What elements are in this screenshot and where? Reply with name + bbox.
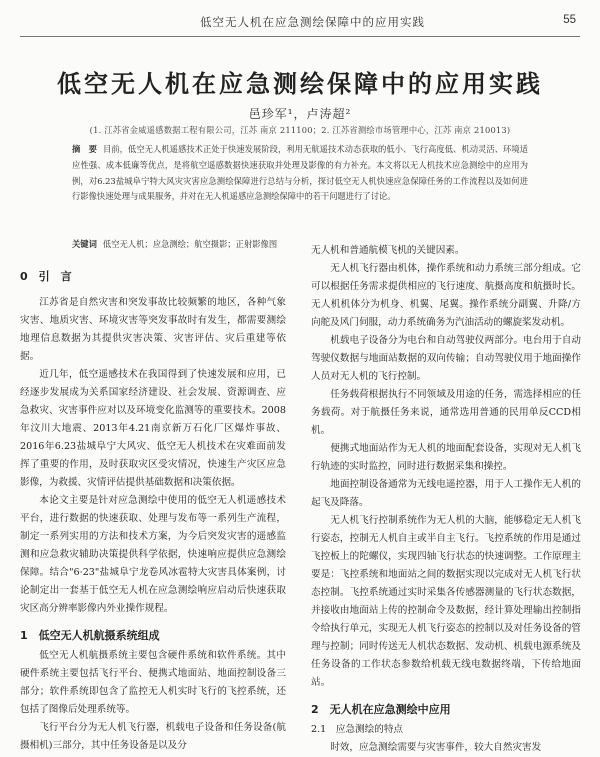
keywords-label: 关键词: [72, 239, 97, 249]
right-column: [311, 242, 581, 757]
header-rule: [20, 36, 580, 37]
paragraph: 地面控制设备通常为无线电遥控器，用于人工操作无人机的起飞及降落。: [311, 479, 581, 508]
paragraph: 机载电子设备分为电台和自动驾驶仪两部分。电台用于自动驾驶仪数据与地面站数据的双向传输；自动驾驶仪用于地面操作人员对无人机的飞行控制。: [311, 335, 581, 382]
paragraph: 江苏省是自然灾害和突发事故比较频繁的地区，各种气象灾害、地质灾害、环境灾害等突发事故时有发生，都需要测绘地理信息数据为其提供灾害决策、灾害评估、灾后重建等依据。: [20, 297, 286, 362]
section-heading: 1 低空无人机航摄系统组成: [20, 629, 160, 642]
paragraph: 近几年，低空遥感技术在我国得到了快速发展和应用，已经逐步发展成为关系国家经济建设、社会发展、资源调查、应急救灾、灾害事件应对以及环境变化监测等的重要技术。2008年汶川大地震、2013年4.21南京新万石化厂区爆炸事故、2016年6.23盐城阜宁大风灾、低空无人机技术在灾难面前发挥了重要的作用，及时获取灾区受灾情况，快速生产灾区应急影像，为救援、灾情评估提供基础数据和决策依据。: [20, 369, 286, 488]
subsection-heading: 2.1 应急测绘的特点: [311, 724, 404, 735]
abstract-label: 摘 要: [72, 144, 98, 154]
page-number: 55: [563, 14, 576, 26]
paragraph: 飞行平台分为无人机飞行器，机载电子设备和任务设备(航摄相机)三部分，其中任务设备是以及分: [20, 722, 286, 751]
paragraph: 无人机飞行控制系统作为无人机的大脑，能够稳定无人机飞行姿态，控制无人机自主或半自主飞行。飞控系统的作用是通过飞控板上的陀螺仪，实现四轴飞行状态的快速调整。工作原理主要是：飞控系统和地面站之间的数据实现以完成对无人机飞行状态控制。飞控系统通过实时采集各传感器测量的飞行状态数据，并接收由地面站上传的控制命令及数据，经计算处理输出控制指令给执行单元，实现无人机飞行姿态的控制以及对任务设备的管理与控制；同时传送无人机状态数据、发动机、机载电源系统及任务设备的工作状态参数给机载无线电数据终端，下传给地面站。: [311, 515, 581, 688]
left-column: [20, 258, 286, 755]
paragraph: 便携式地面站作为无人机的地面配套设备，实现对无人机飞行轨迹的实时监控，同时进行数据采集和操控。: [311, 443, 581, 472]
paragraph: 时效，应急测绘需要与灾害事件，较大自然灾害发: [330, 742, 542, 753]
article-authors: 邑珍军¹，卢涛超²: [248, 107, 352, 121]
paragraph: 本论文主要是针对应急测绘中使用的低空无人机遥感技术平台，进行数据的快速获取、处理与发布等一系列生产流程，制定一系列实用的方法和技术方案，为今后突发灾害的遥感监测和应急救灾辅助决策提供科学依据，快速响应提供应急测绘保障。结合"6·23"盐城阜宁龙卷风冰雹特大灾害具体案例，讨论制定出一套基于低空无人机在应急测绘响应启动后快速获取灾区高分辨率影像内外业操作规程。: [20, 495, 286, 614]
spacer: [311, 692, 581, 699]
section-heading: 2 无人机在应急测绘中应用: [311, 703, 451, 716]
article-affiliation: (1. 江苏省金威遥感数据工程有限公司，江苏 南京 211100；2. 江苏省测绘市场管理中心，江苏 南京 210013): [89, 125, 511, 135]
keywords-text: 低空无人机；应急测绘；航空摄影；正射影像图: [102, 239, 278, 249]
running-header: [0, 0, 600, 34]
paragraph: 无人机飞行器由机体，操作系统和动力系统三部分组成。它可以根据任务需求提供相应的飞行速度、航摄高度和航摄时长。无人机机体分为机身、机翼、尾翼。操作系统分副翼、升降/方向舵及风门伺服，动力系统确务为汽油活动的螺旋桨发动机。: [311, 263, 581, 328]
paragraph: 无人机和普通航模飞机的关键因素。: [311, 245, 465, 256]
paragraph: 低空无人机航摄系统主要包含硬件系统和软件系统。其中硬件系统主要包括飞行平台、便携式地面站、地面控制设备三部分；软件系统即包含了监控无人机实时飞行的飞控系统，还包括了图像后处理系统等。: [20, 650, 286, 715]
abstract: [72, 142, 528, 205]
section-heading: 0 引 言: [20, 270, 72, 283]
paragraph: 任务载荷根据执行不同领域及用途的任务，需选择相应的任务载荷。对于航摄任务来说，通常选用普通的民用单反CCD相机。: [311, 389, 581, 436]
article-title: 低空无人机在应急测绘保障中的应用实践: [57, 70, 543, 98]
running-title: 低空无人机在应急测绘保障中的应用实践: [200, 15, 425, 29]
spacer: [20, 618, 286, 625]
abstract-text: 目前，低空无人机遥感技术正处于快速发展阶段，利用无航遥技术动态获取的低小、飞行高度低、机动灵活、环境适应性强、成本低廉等优点，是将航空遥感数据快速获取并处理及影像的有力补充。本文将以无人机技术应急测绘中的应用为例，对6.23盐城阜宁特大风灾灾害应急测绘保障进行总结与分析，探讨低空无人机快速应急保障任务的工作流程以及如何进行影像快速处理与成果服务，并对在无人机遥感应急测绘保障中的若干问题进行了讨论。: [72, 144, 528, 202]
